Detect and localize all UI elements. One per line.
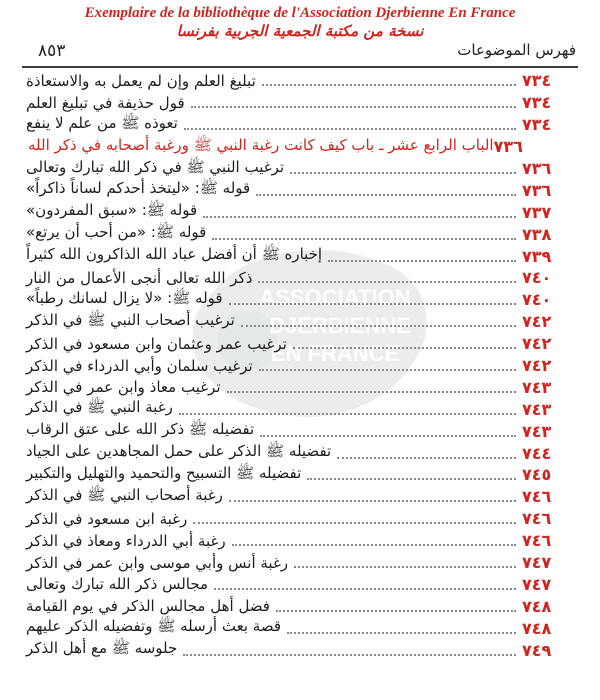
toc-entry — [22, 355, 576, 377]
toc-leader-dots — [232, 535, 516, 546]
toc-entry — [22, 92, 576, 114]
toc-entry-page: ٧٣٨ — [522, 224, 552, 244]
toc-entry-page: ٧٤٤ — [522, 443, 552, 463]
toc-leader-dots — [259, 360, 516, 371]
toc-entry-title: ذكر الله تعالى أنجى الأعمال من النار — [26, 268, 253, 287]
toc-entry — [22, 311, 576, 333]
toc-entry — [22, 289, 576, 311]
toc-entry-title: رغبة أصحاب النبي ﷺ في الذكر — [26, 485, 223, 504]
toc-entry — [22, 398, 576, 420]
toc-entry-page: ٧٤٧ — [522, 574, 552, 594]
toc-entry — [22, 617, 576, 639]
toc-entry-title: قوله ﷺ: «ليتخذ أحدكم لساناً ذاكراً» — [26, 179, 251, 198]
toc-entry — [22, 114, 576, 136]
toc-entry-title: قصة بعث أرسله ﷺ وتفضيله الذكر عليهم — [26, 617, 281, 636]
toc-entry — [22, 245, 576, 267]
toc-entry-title: ترغيب سلمان وأبي الدرداء في الذكر — [26, 356, 253, 375]
toc-entry-page: ٧٤٩ — [522, 640, 552, 660]
toc-entry — [22, 552, 576, 574]
toc-leader-dots — [290, 163, 516, 174]
toc-entry-page: ٧٤٠ — [522, 268, 552, 288]
watermark-line-3: EN FRANCE — [270, 341, 400, 366]
page-number: ٨٥٣ — [38, 41, 66, 61]
toc-entry-title: رغبة أبي الدرداء ومعاذ في الذكر — [26, 531, 226, 550]
toc-entry — [22, 201, 576, 223]
stamp-arabic-text: نسخة من مكتبة الجمعية الجربية بفرنسا — [176, 22, 424, 40]
toc-entry-page: ٧٤٢ — [522, 312, 552, 332]
toc-entry-page: ٧٤٦ — [522, 531, 552, 551]
toc-entry-page: ٧٤٥ — [522, 465, 552, 485]
toc-leader-dots — [241, 316, 516, 327]
toc-leader-dots — [183, 645, 516, 656]
table-of-contents — [22, 70, 576, 661]
toc-entry-title: ترغيب معاذ وابن عمر في الذكر — [26, 378, 221, 397]
toc-entry — [22, 639, 576, 661]
toc-entry-title: الباب الرابع عشر ـ باب كيف كانت رغبة النبي ﷺ ورغبة أصحابه في ذكر الله — [28, 135, 494, 154]
toc-leader-dots — [307, 469, 516, 480]
toc-entry — [22, 267, 576, 289]
toc-entry-page: ٧٤٣ — [522, 399, 552, 419]
toc-entry — [22, 223, 576, 245]
toc-entry — [22, 595, 576, 617]
toc-entry — [22, 376, 576, 398]
toc-entry-title: إخباره ﷺ أن أفضل عباد الله الذاكرون الله كثيراً — [26, 245, 323, 264]
toc-entry-title: رغبة ابن مسعود في الذكر — [26, 509, 188, 528]
toc-entry-title: تفضيله ﷺ الذكر على حمل المجاهدين على الجياد — [26, 442, 332, 461]
toc-leader-dots — [193, 513, 516, 524]
toc-entry-title: قوله ﷺ: «لا يزال لسانك رطباً» — [26, 288, 223, 307]
toc-entry-title: ترغيب عمر وعثمان وابن مسعود في الذكر — [26, 334, 287, 353]
toc-entry-page: ٧٤٢ — [522, 334, 552, 354]
toc-entry-title: تفضيله ﷺ ذكر الله على عتق الرقاب — [26, 420, 255, 439]
toc-leader-dots — [214, 579, 516, 590]
toc-entry-title: قوله ﷺ: «من أحب أن يرتع» — [26, 223, 207, 242]
toc-entry-title: ترغيب أصحاب النبي ﷺ في الذكر — [26, 310, 235, 329]
toc-entry — [22, 530, 576, 552]
toc-entry-page: ٧٤٣ — [522, 421, 552, 441]
toc-entry-title: ترغيب النبي ﷺ في ذكر الله تبارك وتعالى — [26, 157, 285, 176]
toc-leader-dots — [276, 601, 516, 612]
toc-leader-dots — [328, 251, 516, 262]
toc-leader-dots — [287, 623, 516, 634]
section-title: فهرس الموضوعات — [457, 41, 576, 59]
toc-leader-dots — [337, 448, 516, 459]
toc-entry — [22, 573, 576, 595]
toc-entry — [22, 508, 576, 530]
toc-entry — [22, 420, 576, 442]
toc-leader-dots — [262, 75, 516, 86]
toc-entry-title: جلوسه ﷺ مع أهل الذكر — [26, 639, 178, 658]
toc-entry-page: ٧٤٨ — [522, 618, 552, 638]
toc-entry — [22, 442, 576, 464]
toc-entry — [22, 464, 576, 486]
toc-entry-page: ٧٤٦ — [522, 509, 552, 529]
toc-entry — [22, 486, 576, 508]
toc-entry-page: ٧٣٤ — [522, 93, 552, 113]
toc-entry-title: تفضيله ﷺ التسبيح والتحميد والتهليل والتكبير — [26, 463, 302, 482]
stamp-french-text: Exemplaire de la bibliothèque de l'Association Djerbienne En France — [84, 5, 516, 21]
toc-entry-title: تبليغ العلم وإن لم يعمل به والاستعاذة — [26, 71, 256, 90]
toc-leader-dots — [227, 382, 516, 393]
toc-entry-page: ٧٣٩ — [522, 246, 552, 266]
toc-leader-dots — [256, 185, 516, 196]
toc-entry-title: فضل أهل مجالس الذكر في يوم القيامة — [26, 597, 270, 616]
toc-entry-page: ٧٤٠ — [522, 290, 552, 310]
toc-entry — [22, 158, 576, 180]
toc-entry-title: مجالس ذكر الله تبارك وتعالى — [26, 575, 209, 594]
toc-entry — [22, 70, 576, 92]
toc-entry-page: ٧٣٦ — [493, 137, 523, 157]
library-stamp — [0, 4, 600, 40]
toc-entry-page: ٧٤٧ — [522, 553, 552, 573]
toc-entry-title: رغبة النبي ﷺ في الذكر — [26, 398, 173, 417]
watermark-line-2: DJERBIENNE — [269, 313, 411, 338]
toc-leader-dots — [294, 557, 516, 568]
toc-entry — [22, 333, 576, 355]
toc-entry-page: ٧٣٧ — [522, 202, 552, 222]
toc-entry-title: تعوذه ﷺ من علم لا ينفع — [26, 113, 178, 132]
toc-leader-dots — [260, 426, 516, 437]
toc-entry-page: ٧٣٦ — [522, 180, 552, 200]
toc-entry-page: ٧٤٦ — [522, 487, 552, 507]
toc-leader-dots — [258, 272, 516, 283]
toc-entry-title: قوله ﷺ: «سبق المفردون» — [26, 201, 198, 220]
header-divider — [22, 66, 578, 68]
toc-entry-title: رغبة أنس وأبي موسى وابن عمر في الذكر — [26, 553, 289, 572]
toc-entry-page: ٧٤٣ — [522, 377, 552, 397]
toc-entry — [22, 179, 576, 201]
toc-leader-dots — [179, 404, 516, 415]
toc-leader-dots — [184, 119, 516, 130]
toc-leader-dots — [229, 294, 516, 305]
toc-entry-page: ٧٣٤ — [522, 115, 552, 135]
toc-leader-dots — [229, 491, 516, 502]
toc-entry-page: ٧٣٦ — [522, 159, 552, 178]
toc-entry-page: ٧٤٨ — [522, 596, 552, 616]
toc-chapter-heading — [22, 136, 576, 158]
toc-leader-dots — [203, 207, 516, 218]
toc-entry-page: ٧٤٢ — [522, 356, 552, 376]
toc-entry-title: قول حذيفة في تبليغ العلم — [26, 93, 185, 112]
toc-leader-dots — [191, 97, 516, 108]
toc-entry-page: ٧٣٤ — [522, 71, 552, 91]
watermark-line-1: ASSOCIATION — [259, 285, 411, 310]
toc-leader-dots — [212, 229, 516, 240]
toc-leader-dots — [293, 338, 516, 349]
